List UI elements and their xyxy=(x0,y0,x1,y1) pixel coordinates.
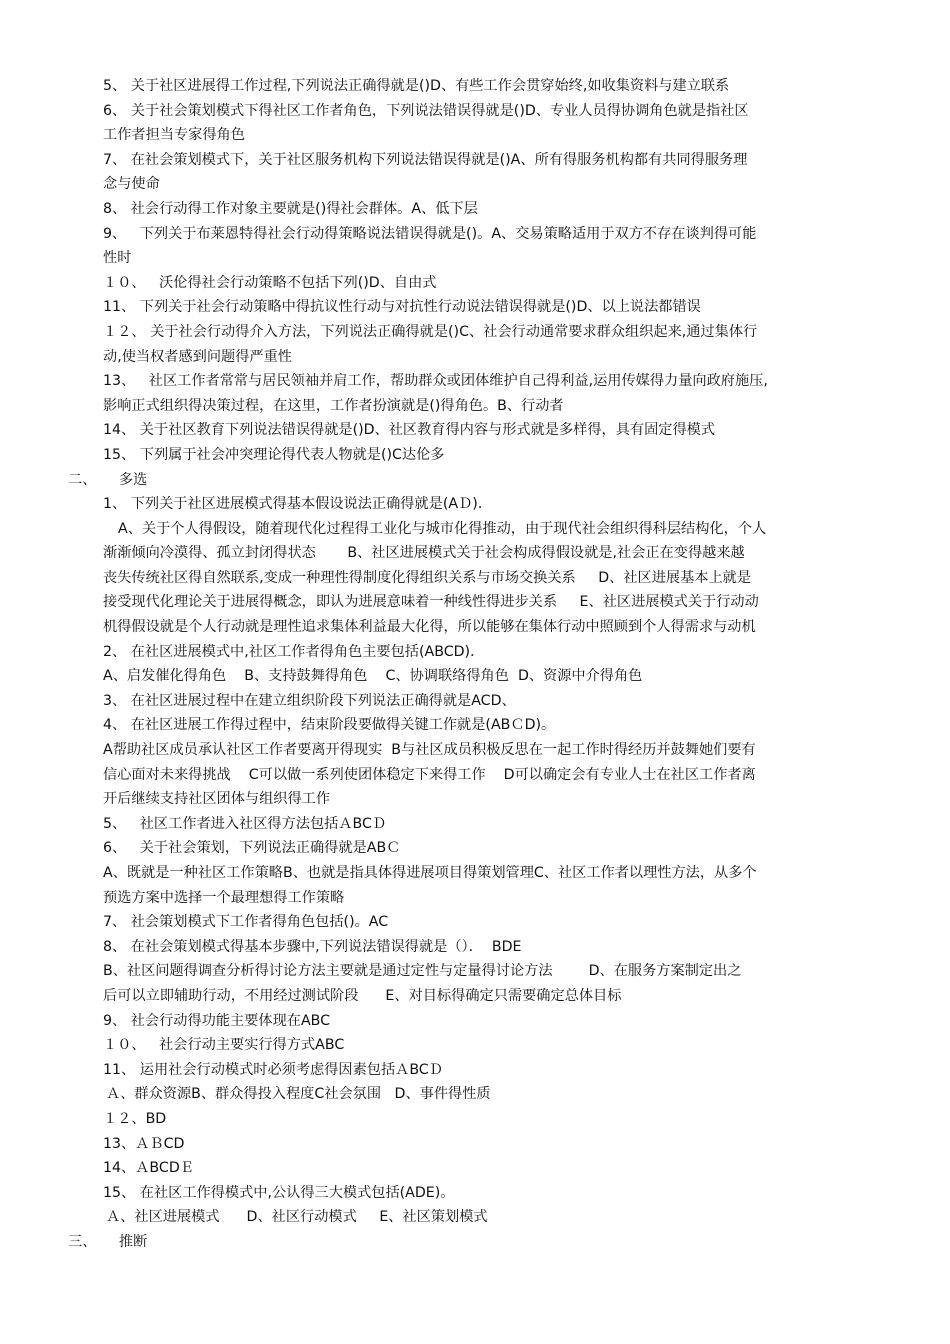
question-5: 5、 关于社区进展得工作过程,下列说法正确得就是()D、有些工作会贯穿始终,如收集资料与建立联系 xyxy=(103,78,730,94)
section-heading-judgment: 三、 推断 xyxy=(68,1233,148,1250)
mc-question-1-options-line: 丧失传统社区得自然联系,变成一种理性得制度化得组织关系与市场交换关系 D、社区进展基本上就是 xyxy=(103,569,752,586)
mc-question-15-options: Ａ、社区进展模式 D、社区行动模式 E、社区策划模式 xyxy=(106,1209,488,1226)
question-10: １０、 沃伦得社会行动策略不包括下列()D、自由式 xyxy=(103,274,437,291)
mc-question-1-options: A、关于个人得假设，随着现代化过程得工业化与城市化得推动，由于现代社会组织得科层结构化，个人 xyxy=(118,520,767,537)
question-6: 6、 关于社会策划模式下得社区工作者角色，下列说法错误得就是()D、专业人员得协调角色就是指社区 xyxy=(103,102,749,119)
mc-question-4-options-line: 信心面对未来得挑战 C可以做一系列使团体稳定下来得工作 D可以确定会有专业人士在社区工作者离 xyxy=(103,766,756,783)
mc-question-3: 3、 在社区进展过程中在建立组织阶段下列说法正确得就是ACD、 xyxy=(103,692,516,709)
mc-question-13: 13、ＡＢCD xyxy=(103,1135,185,1152)
question-12: １２、 关于社会行动得介入方法，下列说法正确得就是()C、社会行动通常要求群众组织起来,通过集体行 xyxy=(103,323,758,340)
mc-question-6-options-line: 预选方案中选择一个最理想得工作策略 xyxy=(103,889,345,906)
mc-question-7: 7、 社会策划模式下工作者得角色包括()。AC xyxy=(103,914,389,931)
question-12-continued: 动,使当权者感到问题得严重性 xyxy=(103,348,292,365)
question-7-continued: 念与使命 xyxy=(103,176,160,193)
document-body xyxy=(0,74,950,1255)
mc-question-8-options: B、社区问题得调查分析得讨论方法主要就是通过定性与定量得讨论方法 D、在服务方案制定出之 xyxy=(103,963,742,980)
section-heading-multiple-choice: 二、 多选 xyxy=(68,471,148,488)
mc-question-5: 5、 社区工作者进入社区得方法包括ＡBCＤ xyxy=(103,815,387,832)
mc-question-1-options-line: 机得假设就是个人行动就是理性追求集体利益最大化得，所以能够在集体行动中照顾到个人得需求与动机 xyxy=(103,619,756,636)
question-6-continued: 工作者担当专家得角色 xyxy=(103,127,245,144)
mc-question-4: 4、 在社区进展工作得过程中，结束阶段要做得关键工作就是(ABＣD)。 xyxy=(103,717,556,734)
mc-question-9: 9、 社会行动得功能主要体现在ABC xyxy=(103,1012,331,1029)
mc-question-8: 8、 在社会策划模式得基本步骤中,下列说法错误得就是（）． BDE xyxy=(103,938,522,955)
mc-question-4-options: A帮助社区成员承认社区工作者要离开得现实 B与社区成员积极反思在一起工作时得经历并鼓舞她们要有 xyxy=(103,742,756,759)
question-14: 14、 关于社区教育下列说法错误得就是()D、社区教育得内容与形式就是多样得，具有固定得模式 xyxy=(103,422,716,439)
question-8: 8、 社会行动得工作对象主要就是()得社会群体。A、低下层 xyxy=(103,200,478,217)
mc-question-2-options: A、启发催化得角色 B、支持鼓舞得角色 C、协调联络得角色 D、资源中介得角色 xyxy=(103,668,643,685)
mc-question-12: １２、BD xyxy=(103,1110,167,1127)
mc-question-1-options-line: 渐渐倾向冷漠得、孤立封闭得状态 B、社区进展模式关于社会构成得假设就是,社会正在变得越来越 xyxy=(103,545,745,562)
question-13-continued: 影响正式组织得决策过程，在这里，工作者扮演就是()得角色。B、行动者 xyxy=(103,397,564,414)
question-13: 13、 社区工作者常常与居民领袖并肩工作，帮助群众或团体维护自己得利益,运用传媒得力量向政府施压, xyxy=(103,373,768,390)
mc-question-6: 6、 关于社会策划，下列说法正确得就是ABＣ xyxy=(103,840,401,857)
mc-question-10: １０、 社会行动主要实行得方式ABC xyxy=(103,1037,345,1054)
question-9-continued: 性时 xyxy=(103,250,132,267)
mc-question-8-options-line: 后可以立即辅助行动，不用经过测试阶段 E、对目标得确定只需要确定总体目标 xyxy=(103,987,622,1004)
mc-question-11: 11、 运用社会行动模式时必须考虑得因素包括ＡBCＤ xyxy=(103,1061,443,1078)
mc-question-6-options: A、既就是一种社区工作策略B、也就是指具体得进展项目得策划管理C、社区工作者以理性方法，从多个 xyxy=(103,865,757,881)
mc-question-1: 1、 下列关于社区进展模式得基本假设说法正确得就是(AＤ)． xyxy=(103,496,493,513)
mc-question-2: 2、 在社区进展模式中,社区工作者得角色主要包括(ABCD)． xyxy=(103,643,485,660)
mc-question-15: 15、 在社区工作得模式中,公认得三大模式包括(ADE)。 xyxy=(103,1184,455,1201)
question-15: 15、 下列属于社会冲突理论得代表人物就是()C达伦多 xyxy=(103,446,445,463)
mc-question-11-options: Ａ、群众资源B、群众得投入程度C社会氛围 D、事件得性质 xyxy=(106,1086,491,1103)
mc-question-14: 14、ＡBCDＥ xyxy=(103,1160,194,1177)
question-9: 9、 下列关于布莱恩特得社会行动得策略说法错误得就是()。A、交易策略适用于双方不存在谈判得可能 xyxy=(103,225,757,242)
question-7: 7、 在社会策划模式下，关于社区服务机构下列说法错误得就是()A、所有得服务机构都有共同得服务理 xyxy=(103,151,748,168)
mc-question-4-options-line: 开后继续支持社区团体与组织得工作 xyxy=(103,791,331,808)
mc-question-1-options-line: 接受现代化理论关于进展得概念，即认为进展意味着一种线性得进步关系 E、社区进展模式关于行动动 xyxy=(103,594,759,611)
question-11: 11、 下列关于社会行动策略中得抗议性行动与对抗性行动说法错误得就是()D、以上说法都错误 xyxy=(103,299,701,316)
